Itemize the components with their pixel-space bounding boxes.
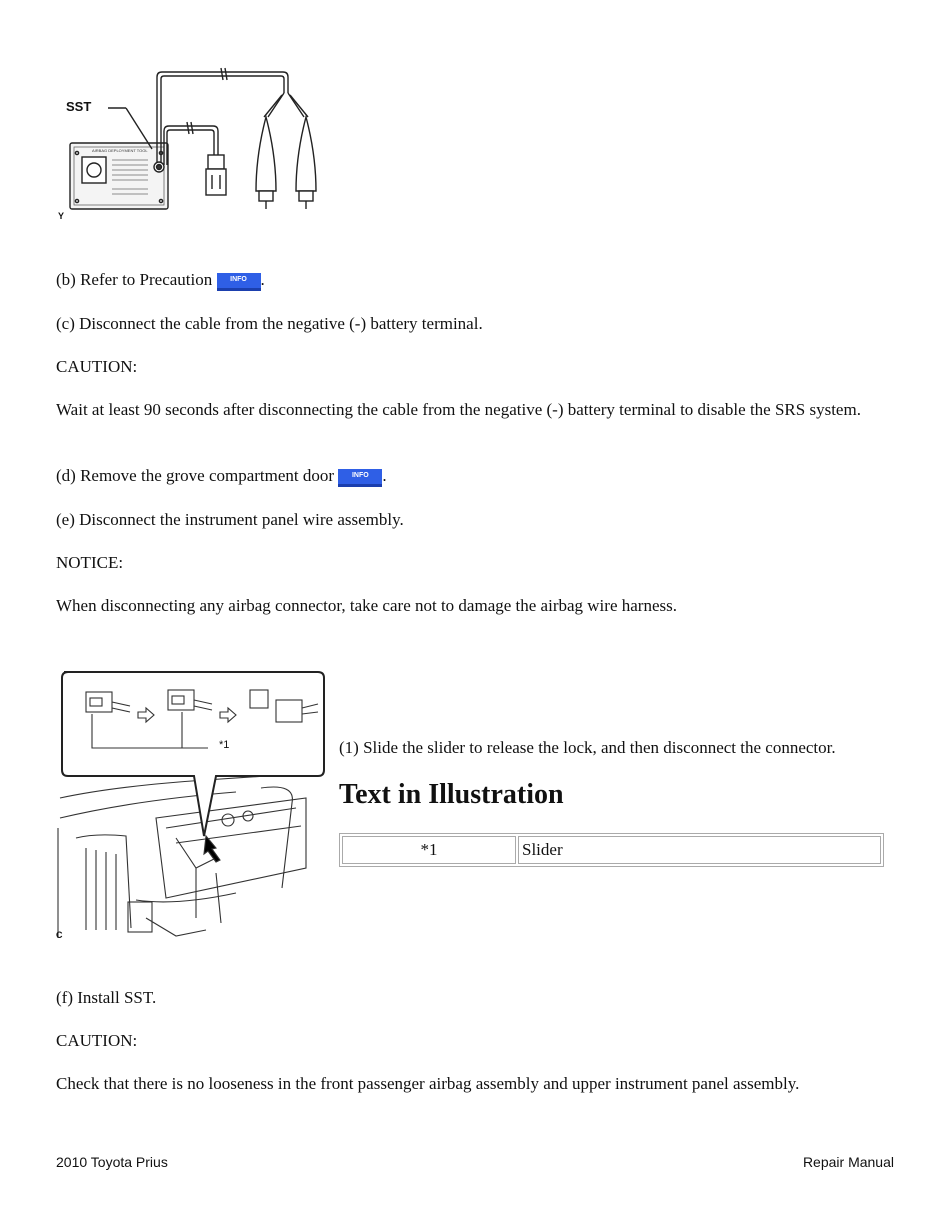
- step-c: (c) Disconnect the cable from the negative (-) battery terminal.: [56, 314, 483, 333]
- table-value: Slider: [518, 836, 881, 864]
- sst-label: SST: [66, 99, 92, 114]
- notice-label: NOTICE:: [56, 553, 124, 572]
- notice-text: When disconnecting any airbag connector, take care not to damage the airbag wire harness.: [56, 596, 677, 615]
- step-d: [56, 465, 387, 487]
- step-e: (e) Disconnect the instrument panel wire assembly.: [56, 510, 404, 529]
- step-d-suffix: .: [382, 466, 387, 485]
- caution-label: CAUTION:: [56, 1031, 138, 1050]
- step-b-text: (b) Refer to Precaution: [56, 270, 213, 289]
- footer-left: 2010 Toyota Prius: [56, 1154, 168, 1170]
- step-d-text: (d) Remove the grove compartment door: [56, 466, 335, 485]
- info-button[interactable]: INFO: [217, 273, 261, 291]
- info-button[interactable]: INFO: [338, 469, 382, 487]
- figure-code: Y: [58, 211, 65, 221]
- step-b-suffix: .: [260, 270, 265, 289]
- caution-text: Wait at least 90 seconds after disconnecting the cable from the negative (-) battery terminal to disable the SRS system.: [56, 400, 861, 419]
- step-b: [56, 269, 265, 291]
- illustration-title: Text in Illustration: [339, 779, 564, 810]
- step-f: (f) Install SST.: [56, 988, 157, 1007]
- sst-figure: [56, 65, 336, 225]
- figure-code: C: [56, 930, 63, 940]
- table-key: *1: [342, 836, 516, 864]
- substep-1: (1) Slide the slider to release the lock, and then disconnect the connector.: [339, 738, 836, 757]
- illustration-table: [339, 833, 884, 867]
- footer-right: Repair Manual: [802, 1154, 894, 1170]
- connector-figure: [56, 668, 328, 942]
- connector-diagram: [56, 668, 328, 942]
- caution-label: CAUTION:: [56, 357, 138, 376]
- caution-text: Check that there is no looseness in the front passenger airbag assembly and upper instrument panel assembly.: [56, 1074, 800, 1093]
- table-row: [342, 836, 881, 864]
- sst-diagram: [56, 65, 336, 225]
- callout-label: *1: [219, 739, 230, 751]
- tool-header-label: AIRBAG DEPLOYMENT TOOL: [92, 148, 148, 153]
